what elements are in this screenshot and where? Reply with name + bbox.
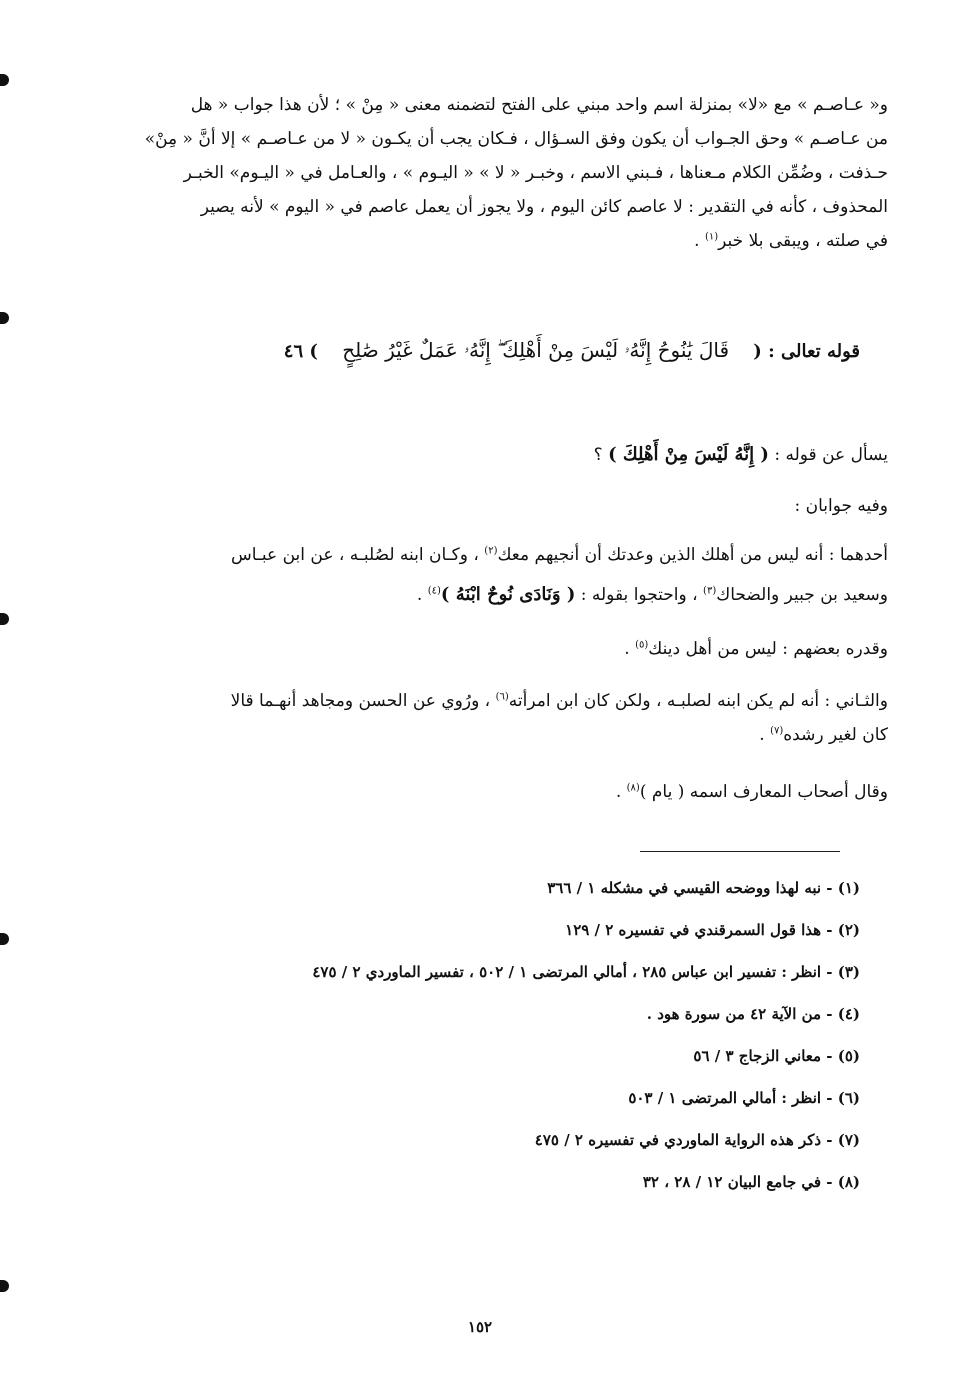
footnote-5: (٥) - معاني الزجاج ٣ / ٥٦ <box>693 1047 860 1065</box>
footnote-7: (٧) - ذكر هذه الرواية الماوردي في تفسيره ٢ / ٤٧٥ <box>534 1131 860 1149</box>
footnote-8: (٨) - في جامع البيان ١٢ / ٢٨ ، ٣٢ <box>642 1173 860 1191</box>
text-line <box>72 684 888 718</box>
text-segment: . <box>759 725 771 745</box>
footnote-marker: (٧) <box>770 725 784 737</box>
answers-intro <box>72 489 888 523</box>
text-line <box>72 224 888 258</box>
text-segment: أحدهما : أنه ليس من أهلك الذين وعدتك أن أنجيهم معك <box>497 545 888 565</box>
text-line: وفيه جوابان : <box>794 496 888 516</box>
text-line <box>72 438 888 472</box>
verse-number: ٤٦ <box>283 341 304 362</box>
footnote-marker: (٣) <box>703 585 717 597</box>
quran-quote: ( وَنَادَى نُوحٌ ابْنَهُ ) <box>440 584 576 605</box>
text-line <box>72 578 888 612</box>
text-segment: . <box>416 585 428 605</box>
text-line: من عـاصـم » وحق الجـواب أن يكون وفق السـؤال ، فـكان يجب أن يكـون « لا من عـاصـم » إلا أنَّ « مِنْ» <box>144 129 888 149</box>
text-segment: ، وكـان ابنه لصُلبـه ، عن ابن عبـاس <box>230 545 479 565</box>
text-segment: . <box>615 782 627 802</box>
footnote-marker: (٢) <box>484 545 498 557</box>
footnote-separator <box>640 851 840 852</box>
text-segment: ، واحتجوا بقوله : <box>580 585 698 605</box>
binding-mark <box>0 312 9 324</box>
footnotes-list <box>312 870 860 1206</box>
verse-text: قَالَ يَٰنُوحُ إِنَّهُۥ لَيْسَ مِنْ أَهْلِكَ ۖ إِنَّهُۥ عَمَلٌ غَيْرُ صَٰلِحٍ <box>342 338 730 362</box>
verse-open-bracket: ( <box>753 341 762 362</box>
text-segment: . <box>694 231 705 251</box>
first-answer <box>72 538 888 612</box>
text-line: المحذوف ، كأنه في التقدير : لا عاصم كائن اليوم ، ولا يجوز أن يعمل عاصم في « اليوم » لأنه يصير <box>200 197 888 217</box>
footnote-marker: (٦) <box>495 691 509 703</box>
verse-heading <box>284 338 860 362</box>
text-segment: كان لغير رشده <box>783 725 888 745</box>
text-line <box>72 538 888 572</box>
page-number: ١٥٢ <box>467 1318 493 1336</box>
binding-mark <box>0 613 9 625</box>
footnote-4: (٤) - من الآية ٤٢ من سورة هود . <box>646 1005 860 1023</box>
text-segment: وسعيد بن جبير والضحاك <box>716 585 888 605</box>
text-segment: في صلته ، ويبقى بلا خبر <box>718 231 888 251</box>
question-quote: ( إِنَّهُ لَيْسَ مِنْ أَهْلِكَ ) <box>608 444 769 465</box>
footnote-marker: (٤) <box>427 585 441 597</box>
question-line <box>72 438 888 472</box>
text-line: و« عـاصـم » مع «لا» بمنزلة اسم واحد مبني على الفتح لتضمنه معنى « مِنْ » ؛ لأن هذا جواب « هل <box>190 95 888 115</box>
question-prefix: يسأل عن قوله : <box>774 445 888 465</box>
verse-close-bracket: ) <box>309 341 318 362</box>
paragraph-asim <box>72 88 888 258</box>
text-line <box>72 718 888 752</box>
text-segment: وقال أصحاب المعارف اسمه ( يام ) <box>639 782 888 802</box>
text-segment: وقدره بعضهم : ليس من أهل دينك <box>648 639 888 659</box>
footnote-1: (١) - نبه لهذا ووضحه القيسي في مشكله ١ / ٣٦٦ <box>547 879 860 897</box>
text-line: حـذفت ، وضُمِّن الكلام مـعناها ، فـبني الاسم ، وخبـر « لا » « اليـوم » ، والعـامل في « اليـوم» الخبـر <box>183 163 888 183</box>
text-segment: والثـاني : أنه لم يكن ابنه لصلبـه ، ولكن كان ابن امرأته <box>508 691 888 711</box>
binding-mark <box>0 1280 9 1292</box>
text-line <box>72 775 888 809</box>
binding-mark <box>0 933 9 945</box>
question-mark: ؟ <box>593 445 603 465</box>
binding-mark <box>0 74 9 86</box>
text-segment: . <box>624 639 636 659</box>
verse-label: قوله تعالى : <box>768 341 860 362</box>
text-segment: ، ورُوي عن الحسن ومجاهد أنهـما قالا <box>230 691 491 711</box>
footnote-marker: (٨) <box>626 782 640 794</box>
footnote-3: (٣) - انظر : تفسير ابن عباس ٢٨٥ ، أمالي المرتضى ١ / ٥٠٢ ، تفسير الماوردي ٢ / ٤٧٥ <box>312 963 860 981</box>
companions-line <box>72 775 888 809</box>
estimation-line <box>72 632 888 666</box>
footnote-6: (٦) - انظر : أمالي المرتضى ١ / ٥٠٣ <box>628 1089 860 1107</box>
footnote-marker: (١) <box>704 231 719 243</box>
footnote-marker: (٥) <box>635 639 649 651</box>
second-answer <box>72 684 888 752</box>
footnote-2: (٢) - هذا قول السمرقندي في تفسيره ٢ / ١٢٩ <box>565 921 860 939</box>
text-line <box>72 632 888 666</box>
